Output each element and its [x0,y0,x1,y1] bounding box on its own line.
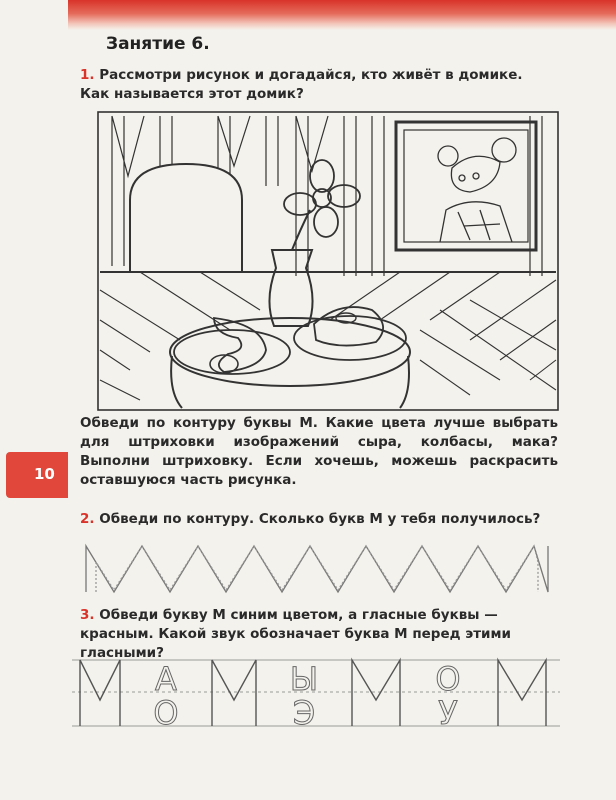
tracing-letter-m-2 [212,660,256,726]
letter-o-top: О [435,660,461,698]
task-2-text: Обведи по контуру. Сколько букв М у тебя получилось? [99,511,541,527]
letter-a: А [155,660,177,698]
letter-u: У [438,694,458,732]
tracing-letter-m-4 [498,660,546,726]
task-3-text: Обведи букву М синим цветом, а гласные буквы — красным. Какой звук обозначает буква М перед этими гласными? [80,607,512,661]
task-2-number: 2. [80,511,95,527]
letter-y: Ы [289,660,319,698]
letter-o-bottom: О [153,694,179,732]
task-3-number: 3. [80,607,95,623]
letter-e: Э [292,694,316,732]
page-number: 10 [34,465,55,483]
task-1-text: Рассмотри рисунок и догадайся, кто живёт в домике. Как называется этот домик? [80,67,523,102]
lesson-title: Занятие 6. [106,34,210,54]
task-1-number: 1. [80,67,95,83]
tracing-letter-m-3 [352,660,400,726]
task-1-instructions: Обведи по контуру буквы М. Какие цвета лучше выбрать для штриховки изображений сыра, колбасы, мака? Выполни штриховку. Если хочешь, можешь раскрасить оставшуюся часть рисунка. [80,415,558,488]
tracing-letter-m-1 [80,660,120,726]
